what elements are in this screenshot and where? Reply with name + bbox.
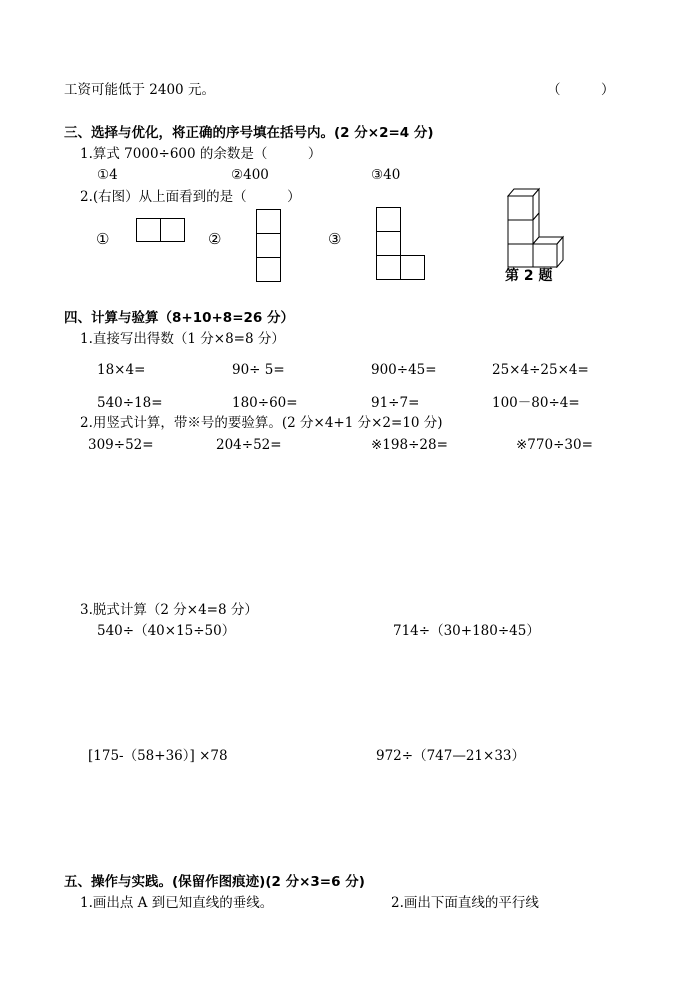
p1-row2-item: 91÷7=: [371, 395, 420, 411]
q1-option-1: ①4: [97, 167, 118, 183]
p2-title: 2.用竖式计算，带※号的要验算。(2 分×4+1 分×2=10 分): [80, 415, 443, 431]
option1-square: [136, 218, 161, 242]
option2-square: [256, 233, 281, 258]
option1-square: [160, 218, 185, 242]
p2-item: ※198÷28=: [371, 437, 448, 453]
p1-row1-item: 25×4÷25×4=: [492, 362, 589, 378]
option3-square: [376, 207, 401, 232]
figure-caption: 第 2 题: [505, 268, 553, 284]
p3-title: 3.脱式计算（2 分×4=8 分）: [80, 602, 258, 618]
section5-heading: 五、操作与实践。(保留作图痕迹)(2 分×3=6 分): [64, 874, 365, 890]
section4-heading: 四、计算与验算（8+10+8=26 分）: [64, 310, 294, 326]
q2-marker-2: ②: [208, 230, 222, 248]
p1-row2-item: 100－80÷4=: [492, 395, 580, 411]
option2-square: [256, 257, 281, 282]
p1-row1-item: 18×4=: [97, 362, 146, 378]
p2-item: 204÷52=: [216, 437, 282, 453]
p1-row1-item: 900÷45=: [371, 362, 437, 378]
q2-marker-1: ①: [96, 230, 110, 248]
cube-stack-figure: [500, 182, 570, 268]
p2-item: 309÷52=: [88, 437, 154, 453]
section3-heading: 三、选择与优化，将正确的序号填在括号内。(2 分×2=4 分): [64, 125, 434, 141]
q1-option-3: ③40: [371, 167, 401, 183]
s5-item: 1.画出点 A 到已知直线的垂线。: [80, 895, 274, 911]
p3-item: [175-（58+36）] ×78: [88, 748, 228, 764]
option3-square: [376, 231, 401, 256]
q1-text: 1.算式 7000÷600 的余数是（ ）: [80, 146, 322, 162]
p3-item: 540÷（40×15÷50）: [97, 623, 236, 639]
q2-text: 2.(右图）从上面看到的是（ ）: [80, 189, 301, 205]
q2-marker-3: ③: [328, 230, 342, 248]
intro-text: 工资可能低于 2400 元。: [64, 82, 215, 98]
q1-option-2: ②400: [231, 167, 269, 183]
p1-row2-item: 540÷18=: [97, 395, 163, 411]
p1-row2-item: 180÷60=: [232, 395, 298, 411]
p3-item: 714÷（30+180÷45）: [393, 623, 540, 639]
s5-item: 2.画出下面直线的平行线: [391, 895, 539, 911]
option3-square: [400, 255, 425, 280]
option3-square: [376, 255, 401, 280]
answer-paren: （ ）: [547, 82, 615, 98]
p2-item: ※770÷30=: [516, 437, 593, 453]
option2-square: [256, 209, 281, 234]
p1-title: 1.直接写出得数（1 分×8=8 分）: [80, 331, 285, 347]
p1-row1-item: 90÷ 5=: [232, 362, 285, 378]
p3-item: 972÷（747—21×33）: [376, 748, 526, 764]
